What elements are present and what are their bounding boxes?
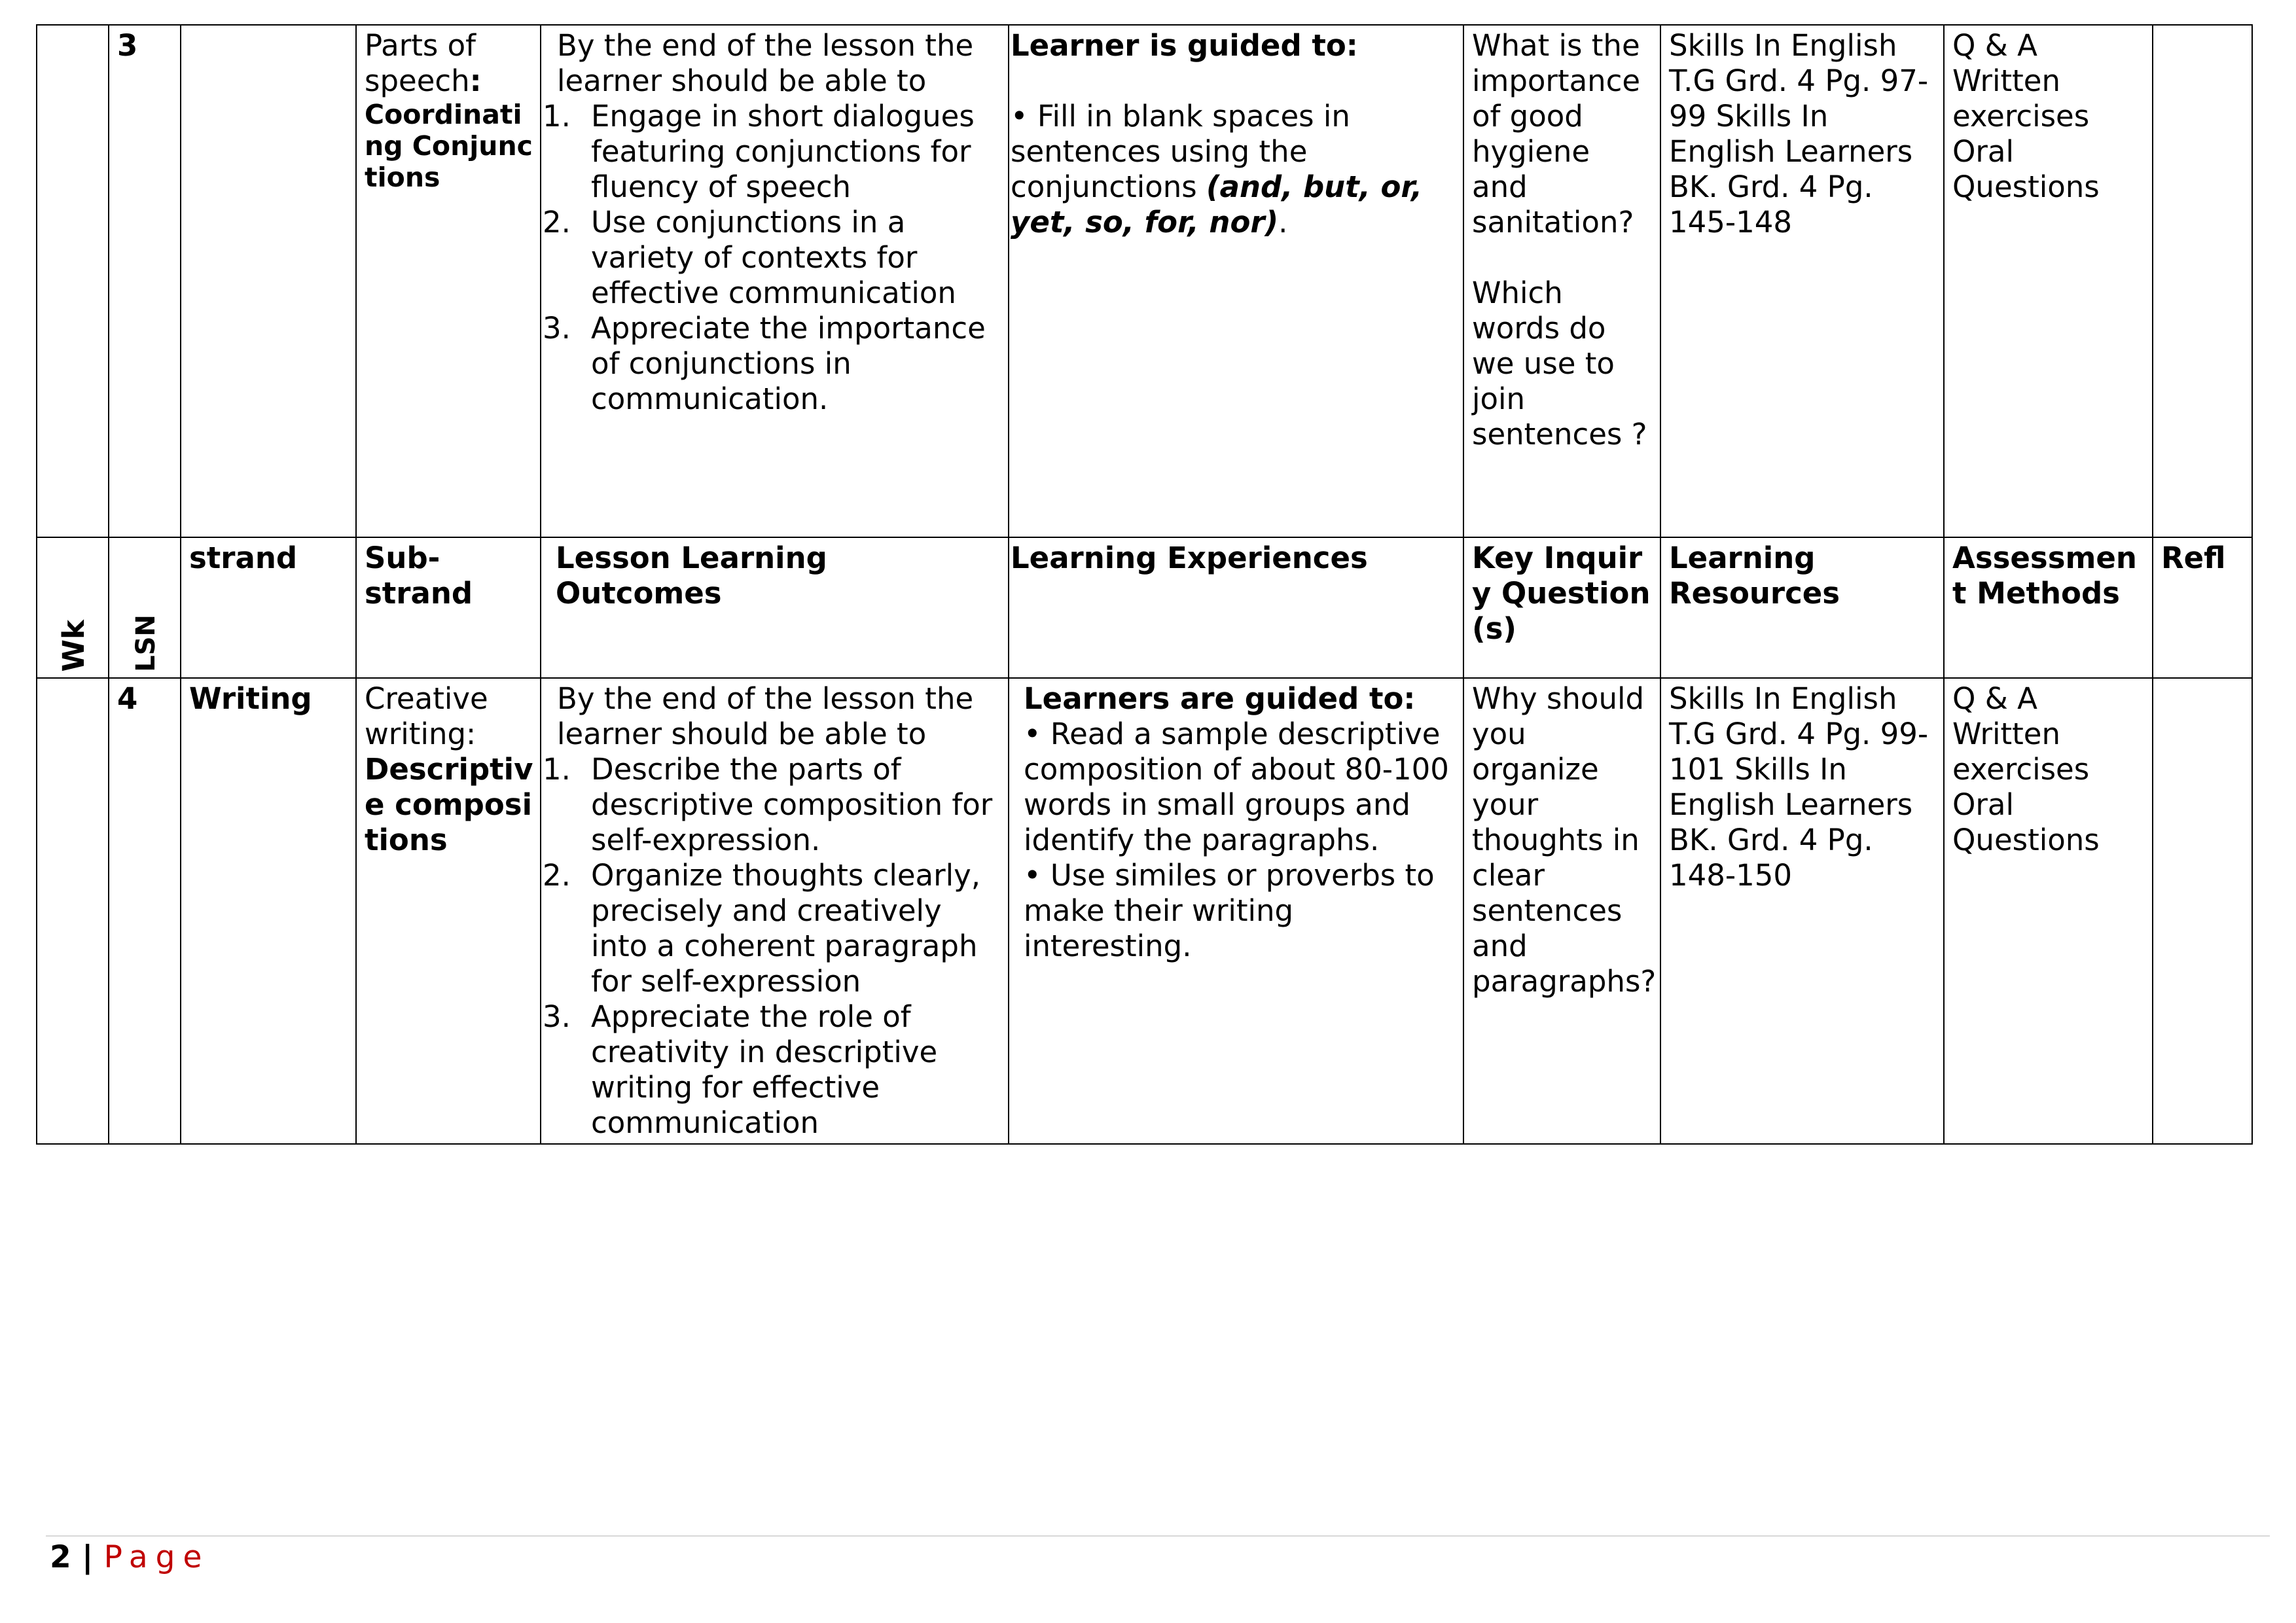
substrand-colon: :	[469, 63, 482, 98]
substrand-cell	[356, 25, 541, 537]
inquiry-question-1: What is the importance of good hygiene and sanitation?	[1472, 28, 1641, 240]
substrand-prefix: Parts of speech	[365, 28, 476, 98]
outcomes-intro: By the end of the lesson the learner should be able to	[557, 28, 974, 98]
outcomes-cell	[541, 25, 1009, 537]
list-item: 3. Appreciate the importance of conjunctions in communication.	[543, 311, 986, 416]
outcomes-list	[543, 99, 1003, 417]
experiences-cell	[1009, 678, 1463, 1144]
resources-cell: Skills In English T.G Grd. 4 Pg. 97-99 Skills In English Learners BK. Grd. 4 Pg. 145-148	[1660, 25, 1944, 537]
assessment-item: Q & A	[1952, 681, 2037, 716]
reflection-cell	[2153, 25, 2252, 537]
header-experiences: Learning Experiences	[1009, 537, 1463, 678]
lesson-number-cell: 3	[109, 25, 181, 537]
list-item: 2. Organize thoughts clearly, precisely and creatively into a coherent paragraph for self-expression	[543, 858, 981, 999]
list-item: 2. Use conjunctions in a variety of contexts for effective communication	[543, 205, 956, 310]
substrand-prefix: Creative writing:	[365, 681, 488, 751]
list-item: 1. Engage in short dialogues featuring conjunctions for fluency of speech	[543, 99, 975, 204]
week-cell	[37, 678, 109, 1144]
header-inquiry: Key Inquiry Question(s)	[1463, 537, 1660, 678]
table-row-lesson-4	[37, 678, 2252, 1144]
header-substrand: Sub-strand	[356, 537, 541, 678]
outcomes-cell	[541, 678, 1009, 1144]
experiences-heading: Learners are guided to:	[1024, 681, 1416, 716]
conjunction-list: (and, but, or, yet, so, for, nor)	[1011, 169, 1423, 240]
assessment-cell	[1944, 678, 2153, 1144]
scheme-of-work-table	[36, 24, 2253, 1145]
header-strand: strand	[181, 537, 356, 678]
assessment-item: Written exercises	[1952, 717, 2090, 787]
week-cell	[37, 25, 109, 537]
assessment-cell	[1944, 25, 2153, 537]
table-row-lesson-3	[37, 25, 2252, 537]
page-footer	[50, 1539, 209, 1576]
assessment-item: Written exercises	[1952, 63, 2090, 134]
assessment-item: Oral Questions	[1952, 787, 2100, 857]
lesson-number-cell: 4	[109, 678, 181, 1144]
list-item: 1. Describe the parts of descriptive composition for self-expression.	[543, 752, 993, 857]
footer-separator: |	[71, 1539, 104, 1575]
experiences-cell	[1009, 25, 1463, 537]
header-outcomes: Lesson Learning Outcomes	[541, 537, 1009, 678]
page-label: Page	[103, 1539, 210, 1575]
list-item: 3. Appreciate the role of creativity in descriptive writing for effective communication	[543, 999, 938, 1140]
page-number: 2	[50, 1539, 71, 1575]
table-header-row	[37, 537, 2252, 678]
substrand-topic: Coordinating Conjunctions	[365, 99, 533, 193]
experiences-text: • Fill in blank spaces in sentences using the conjunctions (and, but, or, yet, so, for, nor).	[1011, 99, 1423, 240]
outcomes-list	[543, 752, 1003, 1141]
assessment-item: Oral Questions	[1952, 134, 2100, 204]
experiences-item: • Read a sample descriptive composition of about 80-100 words in small groups and identify the paragraphs.	[1024, 717, 1449, 857]
footer-divider	[46, 1535, 2270, 1537]
experiences-heading: Learner is guided to:	[1011, 28, 1358, 63]
header-resources: Learning Resources	[1660, 537, 1944, 678]
header-assessment: Assessment Methods	[1944, 537, 2153, 678]
substrand-cell	[356, 678, 541, 1144]
inquiry-question-2: Which words do we use to join sentences ?	[1472, 276, 1647, 452]
header-week: Wk	[37, 537, 109, 678]
experiences-item: • Use similes or proverbs to make their writing interesting.	[1024, 858, 1435, 963]
inquiry-cell	[1463, 25, 1660, 537]
assessment-item: Q & A	[1952, 28, 2037, 63]
strand-cell: Writing	[181, 678, 356, 1144]
header-lesson: LSN	[109, 537, 181, 678]
strand-cell	[181, 25, 356, 537]
resources-cell: Skills In English T.G Grd. 4 Pg. 99-101 Skills In English Learners BK. Grd. 4 Pg. 148-150	[1660, 678, 1944, 1144]
outcomes-intro: By the end of the lesson the learner should be able to	[557, 681, 974, 751]
reflection-cell	[2153, 678, 2252, 1144]
inquiry-cell: Why should you organize your thoughts in clear sentences and paragraphs?	[1463, 678, 1660, 1144]
substrand-topic: Descriptive compositions	[365, 752, 533, 857]
header-reflection: Refl	[2153, 537, 2252, 678]
